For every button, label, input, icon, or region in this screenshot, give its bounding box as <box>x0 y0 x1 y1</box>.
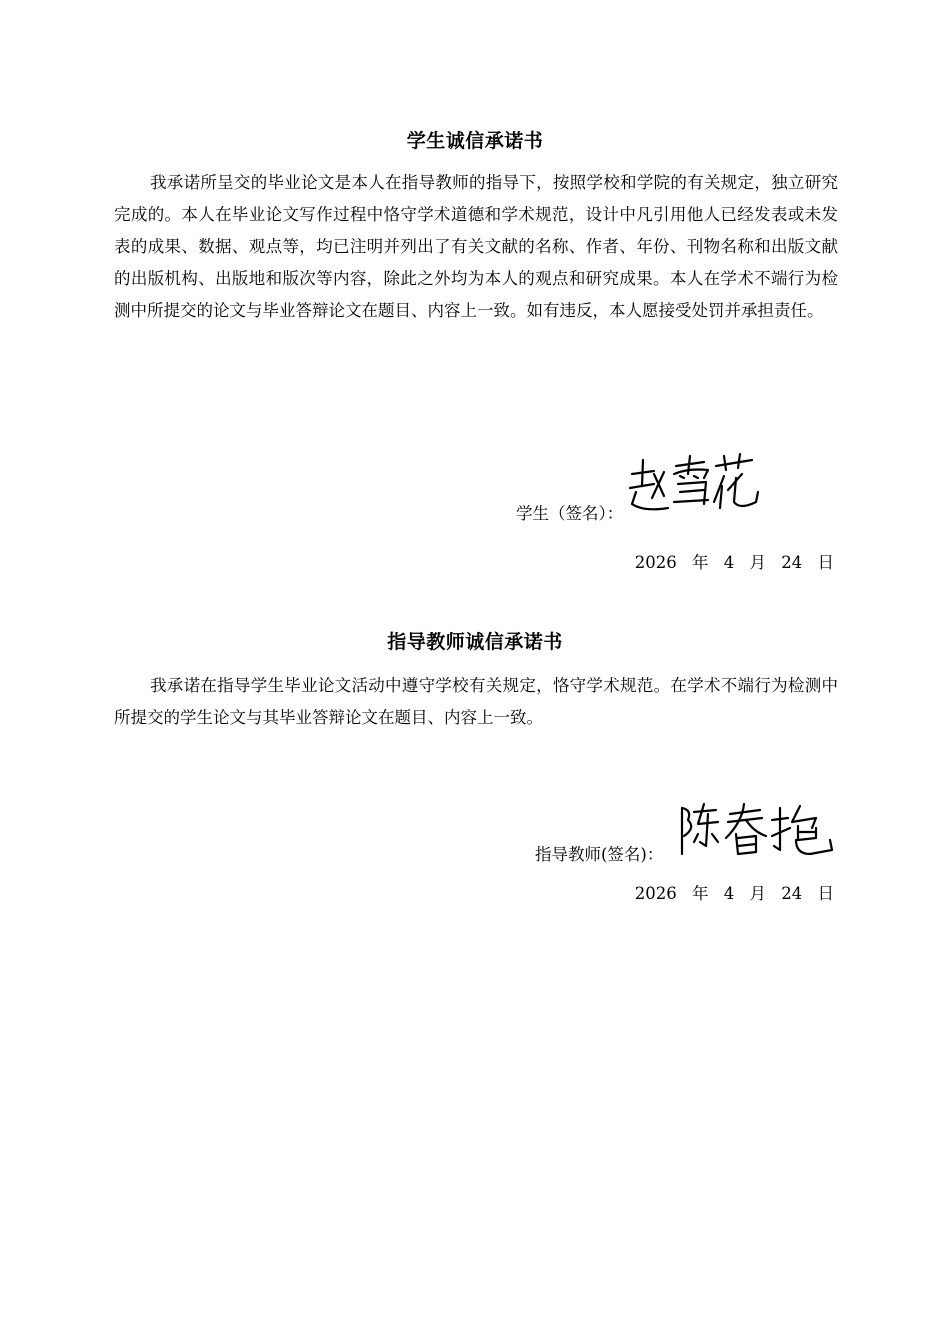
teacher-date-day-unit: 日 <box>817 884 834 903</box>
teacher-date-day: 24 <box>781 884 803 903</box>
teacher-signature-label: 指导教师(签名)： <box>535 845 664 864</box>
student-date-year: 2026 <box>634 553 677 572</box>
student-date <box>635 549 838 573</box>
student-date-year-unit: 年 <box>692 553 709 572</box>
teacher-pledge-title: 指导教师诚信承诺书 <box>387 631 563 653</box>
student-date-month: 4 <box>723 553 735 572</box>
student-date-day: 24 <box>781 553 803 572</box>
student-date-month-unit: 月 <box>749 553 766 572</box>
teacher-date-year: 2026 <box>634 884 677 903</box>
teacher-date-year-unit: 年 <box>692 884 709 903</box>
teacher-date-month: 4 <box>723 884 735 903</box>
student-handwritten-signature <box>624 452 764 522</box>
teacher-date-month-unit: 月 <box>749 884 766 903</box>
teacher-handwritten-signature <box>676 800 838 864</box>
teacher-pledge-body: 我承诺在指导学生毕业论文活动中遵守学校有关规定，恪守学术规范。在学术不端行为检测中所提交的学生论文与其毕业答辩论文在题目、内容上一致。 <box>114 676 838 727</box>
student-pledge-body: 我承诺所呈交的毕业论文是本人在指导教师的指导下，按照学校和学院的有关规定，独立研究完成的。本人在毕业论文写作过程中恪守学术道德和学术规范，设计中凡引用他人已经发表或未发表的成果、数据、观点等，均已注明并列出了有关文献的名称、作者、年份、刊物名称和出版文献的出版机构、出版地和版次等内容，除此之外均为本人的观点和研究成果。本人在学术不端行为检测中所提交的论文与毕业答辩论文在题目、内容上一致。如有违反，本人愿接受处罚并承担责任。 <box>114 173 838 320</box>
student-signature-label: 学生（签名）： <box>516 504 624 523</box>
teacher-date <box>635 880 838 904</box>
student-date-day-unit: 日 <box>817 553 834 572</box>
student-pledge-title: 学生诚信承诺书 <box>406 130 544 152</box>
